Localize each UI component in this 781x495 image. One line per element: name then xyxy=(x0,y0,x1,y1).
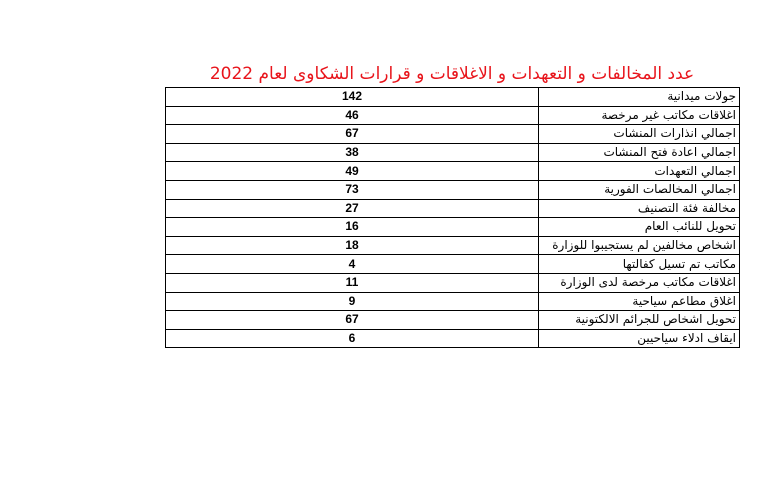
row-label: مخالفة فئة التصنيف xyxy=(539,199,740,218)
row-value: 27 xyxy=(166,199,539,218)
table-row xyxy=(166,311,740,330)
table-row xyxy=(166,125,740,144)
row-label: اجمالي المخالصات الفورية xyxy=(539,180,740,199)
row-value: 73 xyxy=(166,180,539,199)
row-value: 67 xyxy=(166,125,539,144)
table-row xyxy=(166,329,740,348)
row-value: 49 xyxy=(166,162,539,181)
row-value: 38 xyxy=(166,143,539,162)
table-row xyxy=(166,273,740,292)
row-label: اغلاقات مكاتب غير مرخصة xyxy=(539,106,740,125)
row-value: 4 xyxy=(166,255,539,274)
row-value: 9 xyxy=(166,292,539,311)
table-row xyxy=(166,162,740,181)
table-title: عدد المخالفات و التعهدات و الاغلاقات و قرارات الشكاوى لعام 2022 xyxy=(209,64,695,84)
row-label: اجمالي التعهدات xyxy=(539,162,740,181)
table-row xyxy=(166,236,740,255)
table-row xyxy=(166,255,740,274)
row-label: تحويل اشخاص للجرائم الالكتونية xyxy=(539,311,740,330)
table-row xyxy=(166,106,740,125)
row-value: 6 xyxy=(166,329,539,348)
table-row xyxy=(166,143,740,162)
row-value: 142 xyxy=(166,88,539,107)
row-label: تحويل للنائب العام xyxy=(539,218,740,237)
table-row xyxy=(166,88,740,107)
row-label: مكاتب تم تسيل كفالتها xyxy=(539,255,740,274)
row-value: 18 xyxy=(166,236,539,255)
row-label: اغلاقات مكاتب مرخصة لدى الوزارة xyxy=(539,273,740,292)
row-value: 67 xyxy=(166,311,539,330)
row-label: ايقاف ادلاء سياحيين xyxy=(539,329,740,348)
row-value: 16 xyxy=(166,218,539,237)
statistics-table xyxy=(165,87,740,348)
row-value: 11 xyxy=(166,273,539,292)
row-label: اجمالي انذارات المنشات xyxy=(539,125,740,144)
row-label: اغلاق مطاعم سياحية xyxy=(539,292,740,311)
row-label: جولات ميدانية xyxy=(539,88,740,107)
row-label: اجمالي اعادة فتح المنشات xyxy=(539,143,740,162)
row-value: 46 xyxy=(166,106,539,125)
table-row xyxy=(166,180,740,199)
table-row xyxy=(166,218,740,237)
table-row xyxy=(166,292,740,311)
row-label: اشخاص مخالفين لم يستجيبوا للوزارة xyxy=(539,236,740,255)
table-row xyxy=(166,199,740,218)
